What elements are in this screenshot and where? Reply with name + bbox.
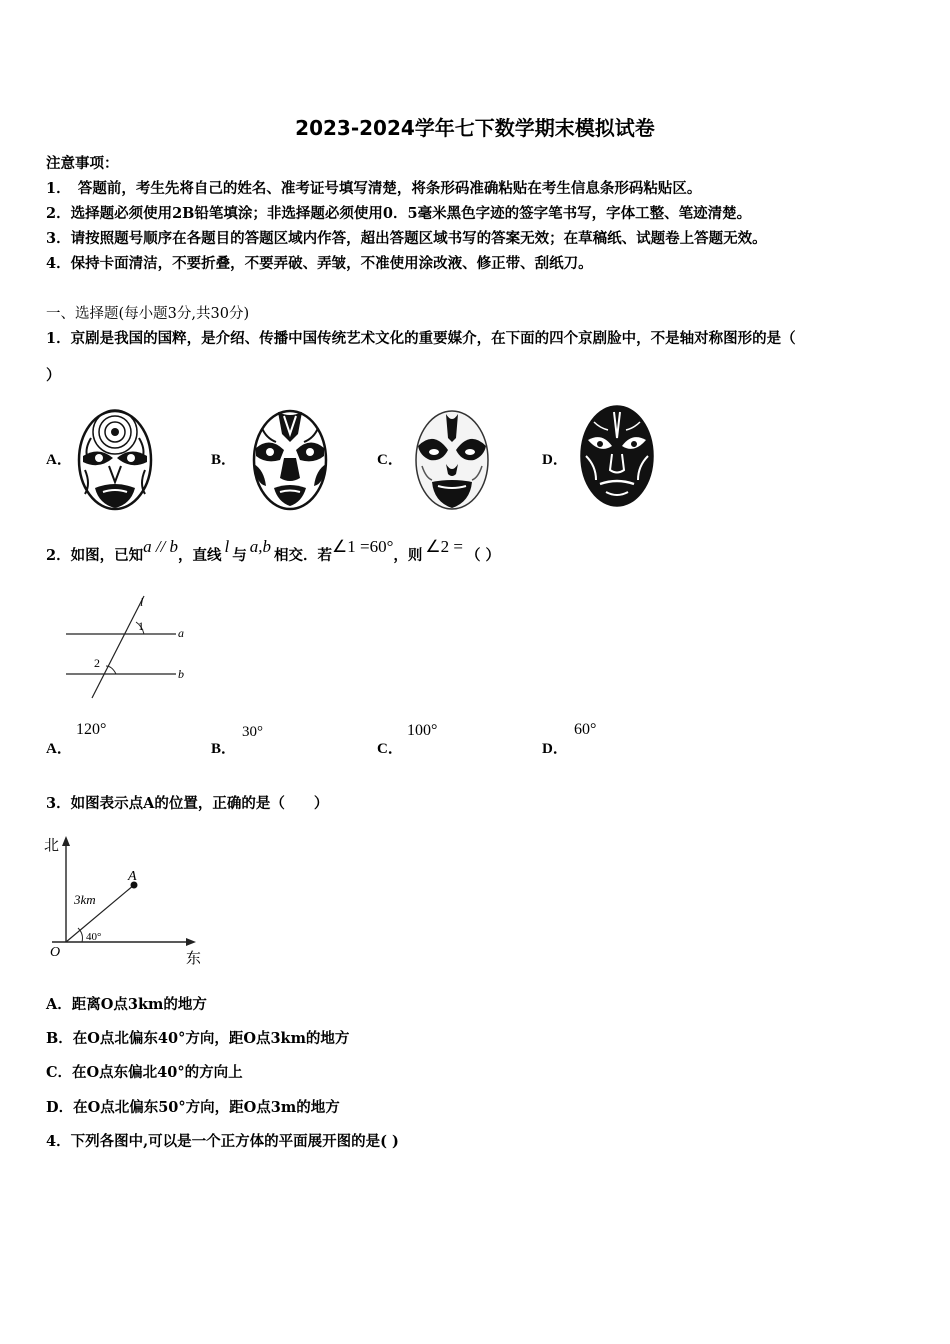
q2-text: ，则 [393,547,423,564]
question-1-stem: 1．京剧是我国的国粹，是介绍、传播中国传统艺术文化的重要媒介，在下面的四个京剧脸中，不是轴对称图形的是（ [46,330,796,347]
q2-math-parallel: a // b [143,537,179,556]
q2-option-a-value: 120° [76,721,107,738]
opera-mask-c-image [412,408,492,512]
q2-text: 2．如图，已知 [46,547,144,564]
notice-item: 2．选择题必须使用2B铅笔填涂；非选择题必须使用0．5毫米黑色字迹的签字笔书写，字体工整、笔迹清楚。 [46,205,752,222]
q2-option-d-label: D． [542,741,568,757]
point-a-label: A [128,869,137,884]
fig-label-1: 1 [138,619,144,633]
q2-text: 与 [232,547,247,564]
question-2-stem [46,537,501,565]
q2-option-b-value: 30° [242,724,263,740]
option-b-label: B． [211,452,237,468]
q2-math-angle1: ∠1 =60° [332,537,394,556]
q2-option-c-label: C． [377,741,403,757]
option-a-label: A． [46,452,72,468]
parallel-lines-figure [60,592,200,702]
q2-option-b-label: B． [211,741,237,757]
question-3-stem: 3．如图表示点A的位置，正确的是（ ） [46,795,329,812]
section-heading: 一、选择题(每小题3分,共30分) [46,306,250,322]
q3-option-b: B．在O点北偏东40°方向，距O点3km的地方 [46,1030,350,1047]
question-1-stem-end: ） [46,367,61,384]
fig-label-2: 2 [94,656,100,670]
q2-text: 相交．若 [274,547,333,564]
q2-option-a-label: A． [46,741,72,757]
q2-option-c-value: 100° [407,722,438,739]
q2-math-ab: a,b [249,537,272,556]
notice-item: 3．请按照题号顺序在各题目的答题区域内作答，超出答题区域书写的答案无效；在草稿纸、试题卷上答题无效。 [46,230,767,247]
q2-text: （ ） [466,547,501,564]
distance-label: 3km [74,892,96,907]
question-4-stem: 4．下列各图中,可以是一个正方体的平面展开图的是( ) [46,1133,399,1150]
notice-heading: 注意事项： [46,155,119,172]
q3-option-c: C．在O点东偏北40°的方向上 [46,1064,243,1081]
q2-text: ，直线 [178,547,222,564]
q3-option-a: A．距离O点3km的地方 [46,996,207,1013]
opera-mask-a-image [75,408,155,512]
notice-item: 1． 答题前，考生先将自己的姓名、准考证号填写清楚，将条形码准确粘贴在考生信息条形码粘贴区。 [46,180,702,197]
opera-mask-b-image [248,408,332,512]
opera-mask-d-image [578,404,656,508]
east-label: 东 [186,951,202,967]
q2-math-l: l [224,537,230,556]
option-c-label: C． [377,452,403,468]
fig-label-a: a [178,626,184,640]
fig-label-b: b [178,667,184,681]
north-label: 北 [44,838,60,854]
q2-option-d-value: 60° [574,721,597,738]
page-title: 2023-2024学年七下数学期末模拟试卷 [295,116,655,140]
option-d-label: D． [542,452,568,468]
q2-math-angle2: ∠2 = [425,537,463,556]
angle-label: 40° [86,931,102,943]
direction-figure [42,832,212,968]
fig-label-l: l [140,595,144,609]
q3-option-d: D．在O点北偏东50°方向，距O点3m的地方 [46,1099,340,1116]
origin-label: O [50,945,61,960]
notice-item: 4．保持卡面清洁，不要折叠，不要弄破、弄皱，不准使用涂改液、修正带、刮纸刀。 [46,255,593,272]
